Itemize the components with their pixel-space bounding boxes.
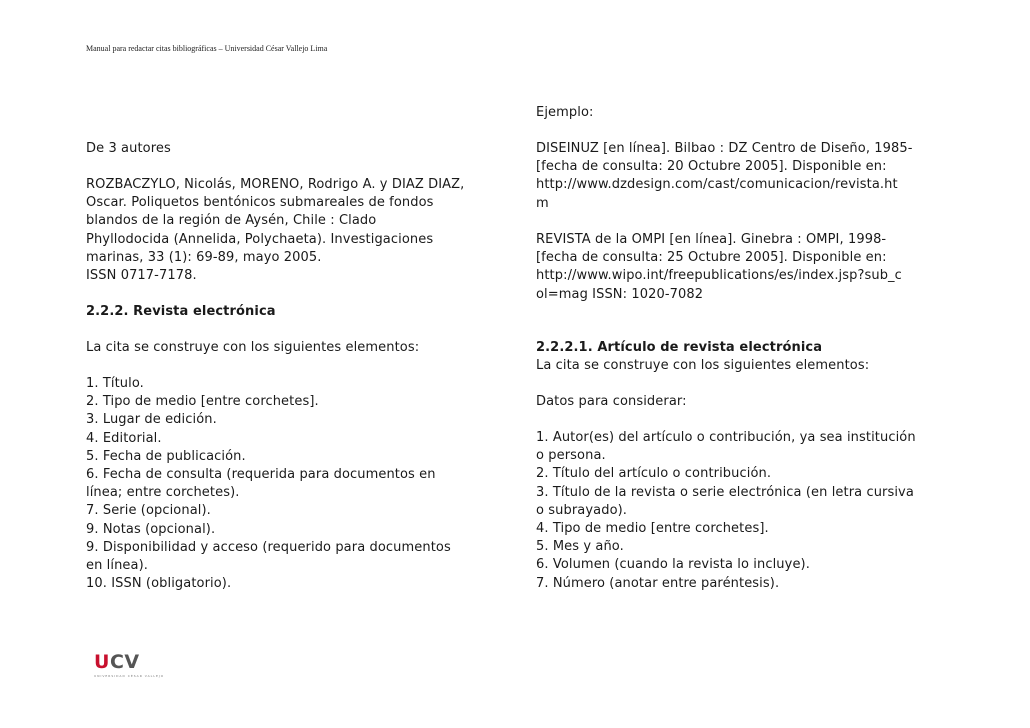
subsection-heading: 2.2.2.1. Artículo de revista electrónica: [536, 340, 823, 355]
example-citation-1: [536, 140, 913, 213]
citation-line: DISEINUZ [en línea]. Bilbao : DZ Centro de Diseño, 1985-: [536, 141, 913, 156]
list-item: 6. Fecha de consulta (requerida para documentos en: [86, 467, 436, 483]
citation-line: Phyllodocida (Annelida, Polychaeta). Investigaciones: [86, 231, 434, 247]
list-item: 9. Disponibilidad y acceso (requerido para documentos: [86, 539, 451, 555]
list-item: línea; entre corchetes).: [86, 485, 240, 501]
list-item: 1. Título.: [86, 376, 144, 391]
section-intro: La cita se construye con los siguientes elementos:: [86, 340, 420, 355]
list-item: 7. Serie (opcional).: [86, 503, 211, 519]
list-item: o persona.: [536, 448, 606, 464]
subsection-intro: La cita se construye con los siguientes elementos:: [536, 358, 870, 373]
citation-line: http://www.dzdesign.com/cast/comunicacion/revista.ht: [536, 177, 898, 193]
list-item: en línea).: [86, 558, 149, 574]
list-item: 1. Autor(es) del artículo o contribución, ya sea institución: [536, 430, 916, 445]
ucv-logo: [94, 651, 165, 688]
list-item: 3. Título de la revista o serie electrónica (en letra cursiva: [536, 484, 914, 500]
logo-letter-u: U: [94, 651, 110, 673]
list-item: 3. Lugar de edición.: [86, 412, 217, 428]
citation-line: ol=mag ISSN: 1020-7082: [536, 286, 704, 302]
citation-line: m: [536, 195, 549, 211]
data-label: Datos para considerar:: [536, 394, 687, 409]
list-item: 10. ISSN (obligatorio).: [86, 576, 232, 592]
list-item: 9. Notas (opcional).: [86, 521, 216, 537]
citation-line: http://www.wipo.int/freepublications/es/index.jsp?sub_c: [536, 268, 902, 284]
citation-line: blandos de la región de Aysén, Chile : Clado: [86, 213, 377, 229]
logo-letters-cv: CV: [109, 651, 140, 673]
example-citation-2: [536, 231, 902, 304]
list-item: 4. Editorial.: [86, 430, 162, 446]
citation-line: ISSN 0717-7178.: [86, 268, 197, 284]
list-item: 7. Número (anotar entre paréntesis).: [536, 575, 780, 591]
citation-line: [fecha de consulta: 20 Octubre 2005]. Disponible en:: [536, 159, 887, 175]
list-item: o subrayado).: [536, 502, 628, 518]
citation-line: marinas, 33 (1): 69-89, mayo 2005.: [86, 249, 322, 265]
citation-line: Oscar. Poliquetos bentónicos submareales de fondos: [86, 195, 434, 211]
citation-line: REVISTA de la OMPI [en línea]. Ginebra : OMPI, 1998-: [536, 232, 887, 247]
citation-line: [fecha de consulta: 25 Octubre 2005]. Disponible en:: [536, 250, 887, 266]
data-items-list: [536, 429, 916, 593]
page-header: Manual para redactar citas bibliográficas – Universidad César Vallejo Lima: [86, 44, 328, 53]
elements-list: [86, 375, 451, 593]
three-authors-heading: De 3 autores: [86, 141, 171, 156]
list-item: 2. Tipo de medio [entre corchetes].: [86, 394, 319, 410]
list-item: 4. Tipo de medio [entre corchetes].: [536, 521, 769, 537]
example-label: Ejemplo:: [536, 105, 594, 120]
citation-line: ROZBACZYLO, Nicolás, MORENO, Rodrigo A. y DIAZ DIAZ,: [86, 177, 465, 192]
list-item: 6. Volumen (cuando la revista lo incluye).: [536, 557, 810, 573]
section-heading: 2.2.2. Revista electrónica: [86, 304, 276, 319]
list-item: 5. Mes y año.: [536, 539, 624, 555]
citation-block: [86, 176, 464, 285]
logo-subtitle: UNIVERSIDAD CÉSAR VALLEJO: [94, 674, 165, 678]
list-item: 5. Fecha de publicación.: [86, 448, 246, 464]
list-item: 2. Título del artículo o contribución.: [536, 466, 772, 482]
